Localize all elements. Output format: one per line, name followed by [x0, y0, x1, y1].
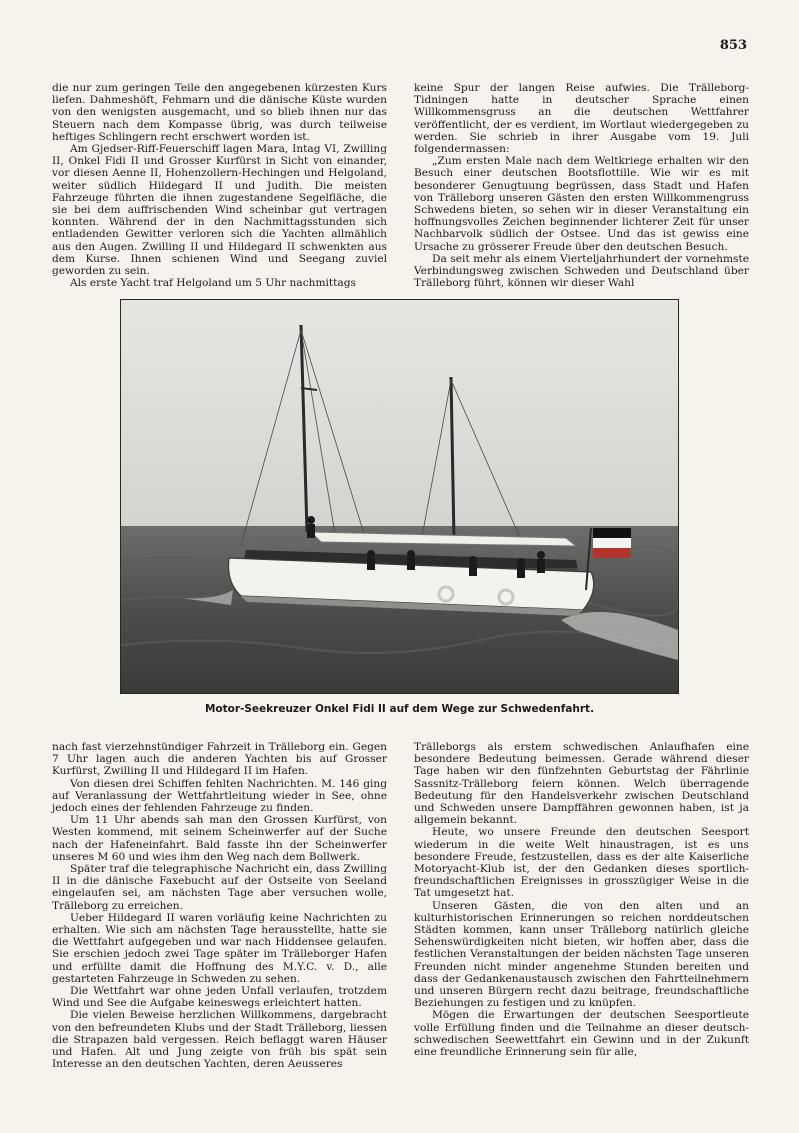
yacht-photograph	[120, 299, 679, 694]
ensign-stripe	[593, 538, 631, 548]
paragraph: Trälleborgs als erstem schwedischen Anlaufhafen eine besondere Bedeutung beimessen. Gerade während dieser Tage haben wir den fünfzehnten Geburtstag der Fährlinie Sassnitz-Trälleborg feiern können. Welch überragende Bedeutung für den Handelsverkehr zwischen Deutschland und Schweden unsere Dampffähren gewonnen haben, ist ja allgemein bekannt.	[414, 741, 749, 827]
paragraph: Von diesen drei Schiffen fehlten Nachrichten. M. 146 ging auf Veranlassung der Wettfahrtleitung wieder in See, ohne jedoch eines der fehlenden Fahrzeuge zu finden.	[52, 777, 387, 815]
paragraph: Um 11 Uhr abends sah man den Grossen Kurfürst, von Westen kommend, mit seinem Scheinwerfer auf der Suche nach der Hafeneinfahrt. Bald fasste ihn der Scheinwerfer unseres M 60 und wies ihm den Weg nach dem Bollwerk.	[52, 814, 387, 863]
paragraph: Heute, wo unsere Freunde den deutschen Seesport wiederum in die weite Welt hinaustragen, ist es uns besondere Freude, festzustellen, dass es der alte Kaiserliche Motoryacht-Klub ist, der den Gedanken dieses sportlich-freundschaftlichen Ereignisses in grosszügiger Weise in die Tat umgesetzt hat.	[414, 826, 749, 900]
column-bottom-left	[52, 741, 387, 1070]
paragraph: Mögen die Erwartungen der deutschen Seesportleute volle Erfüllung finden und die Teilnahme an dieser deutsch-schwedischen Seewettfahrt ein Gewinn und in der Zukunft eine freundliche Erinnerung sein für alle,	[414, 1009, 749, 1059]
paragraph: Ueber Hildegard II waren vorläufig keine Nachrichten zu erhalten. Wie sich am nächsten Tage herausstellte, hatte sie die Wettfahrt aufgegeben und war nach Hiddensee gelaufen. Sie erschien jedoch zwei Tage später im Trälleborger Hafen und erfüllte damit die Hoffnung des M.Y.C. v. D., alle gestarteten Fahrzeuge in Schweden zu sehen.	[52, 911, 387, 985]
paragraph: Am Gjedser-Riff-Feuerschiff lagen Mara, Intag VI, Zwilling II, Onkel Fidi II und Grosser Kurfürst in Sicht von einander, vor diesen Aenne II, Hohenzollern-Hechingen und Helgoland, weiter südlich Hildegard II und Judith. Die meisten Fahrzeuge führten die ihnen zugestandene Segelfläche, die sie bei dem auffrischenden Wind scheinbar gut vertragen konnten. Während der in den Nachmittagsstunden sich entladenden Gewitter verloren sich die Yachten allmählich aus den Augen. Zwilling II und Hildegard II schwenkten aus dem Kurse. Ihnen schienen Wind und Seegang zuviel geworden zu sein.	[52, 143, 387, 278]
sky	[121, 300, 678, 530]
quoted-paragraph: „Zum ersten Male nach dem Weltkriege erhalten wir den Besuch einer deutschen Bootsflottille. Wie wir es mit besonderer Genugtuung begrüssen, dass Stadt und Hafen von Trälleborg unseren Gästen den ersten Willkommengruss Schwedens bieten, so sehen wir in dieser Veranstaltung ein hoffnungsvolles Zeichen beginnender lichterer Zeit für unser Nachbarvolk südlich der Ostsee. Und das ist gewiss eine Ursache zu grösserer Freude über den deutschen Besuch.	[414, 155, 749, 253]
paragraph: nach fast vierzehnstündiger Fahrzeit in Trälleborg ein. Gegen 7 Uhr lagen auch die anderen Yachten bis auf Grosser Kurfürst, Zwilling II und Hildegard II im Hafen.	[52, 741, 387, 778]
ensign-stripe	[593, 548, 631, 558]
paragraph: Die Wettfahrt war ohne jeden Unfall verlaufen, trotzdem Wind und See die Aufgabe keineswegs erleichtert hatten.	[52, 985, 387, 1010]
paragraph: die nur zum geringen Teile den angegebenen kürzesten Kurs liefen. Dahmeshöft, Fehmarn und die dänische Küste wurden von den wenigsten ausgemacht, und so blieb ihnen nur das Steuern nach dem Kompasse übrig, was durch teilweise heftiges Schlingern recht erschwert worden ist.	[52, 82, 387, 143]
column-top-left	[52, 82, 387, 289]
paragraph: Die vielen Beweise herzlichen Willkommens, dargebracht von den befreundeten Klubs und der Stadt Trälleborg, liessen die Strapazen bald vergessen. Reich beflaggt waren Häuser und Hafen. Alt und Jung zeigte von früh bis spät sein Interesse an den deutschen Yachten, deren Aeusseres	[52, 1009, 387, 1071]
paragraph: keine Spur der langen Reise aufwies. Die Trälleborg-Tidningen hatte in deutscher Sprache einen Willkommensgruss an die deutschen Wettfahrer veröffentlicht, der es verdient, im Wortlaut wiedergegeben zu werden. Sie schrieb in ihrer Ausgabe vom 19. Juli folgendermassen:	[414, 82, 749, 156]
photo-caption: Motor-Seekreuzer Onkel Fidi II auf dem Wege zur Schwedenfahrt.	[204, 703, 595, 715]
column-bottom-right	[414, 741, 749, 1058]
page-number: 853	[719, 38, 747, 53]
column-top-right	[414, 82, 749, 289]
paragraph: Als erste Yacht traf Helgoland um 5 Uhr nachmittags	[70, 277, 356, 290]
paragraph: Später traf die telegraphische Nachricht ein, dass Zwilling II in die dänische Faxebucht auf der Ostseite von Seeland eingelaufen sei, am nächsten Tage aber versuchen wolle, Trälleborg zu erreichen.	[52, 863, 387, 912]
ensign-stripe	[593, 528, 631, 538]
paragraph: Unseren Gästen, die von den alten und an kulturhistorischen Erinnerungen so reichen norddeutschen Städten kommen, kann unser Trälleborg natürlich gleiche Sehenswürdigkeiten nicht bieten, wir hoffen aber, dass die festlichen Veranstaltungen der beiden nächsten Tage unseren Freunden nicht minder angenehme Stunden bereiten und dass der Gedankenaustausch zwischen den Fahrtteilnehmern und unseren Bürgern recht dazu beitrage, freundschaftliche Beziehungen zu festigen und zu knüpfen.	[414, 899, 749, 1010]
paragraph: Da seit mehr als einem Vierteljahrhundert der vornehmste Verbindungsweg zwischen Schweden und Deutschland über Trälleborg führt, können wir dieser Wahl	[414, 252, 749, 290]
